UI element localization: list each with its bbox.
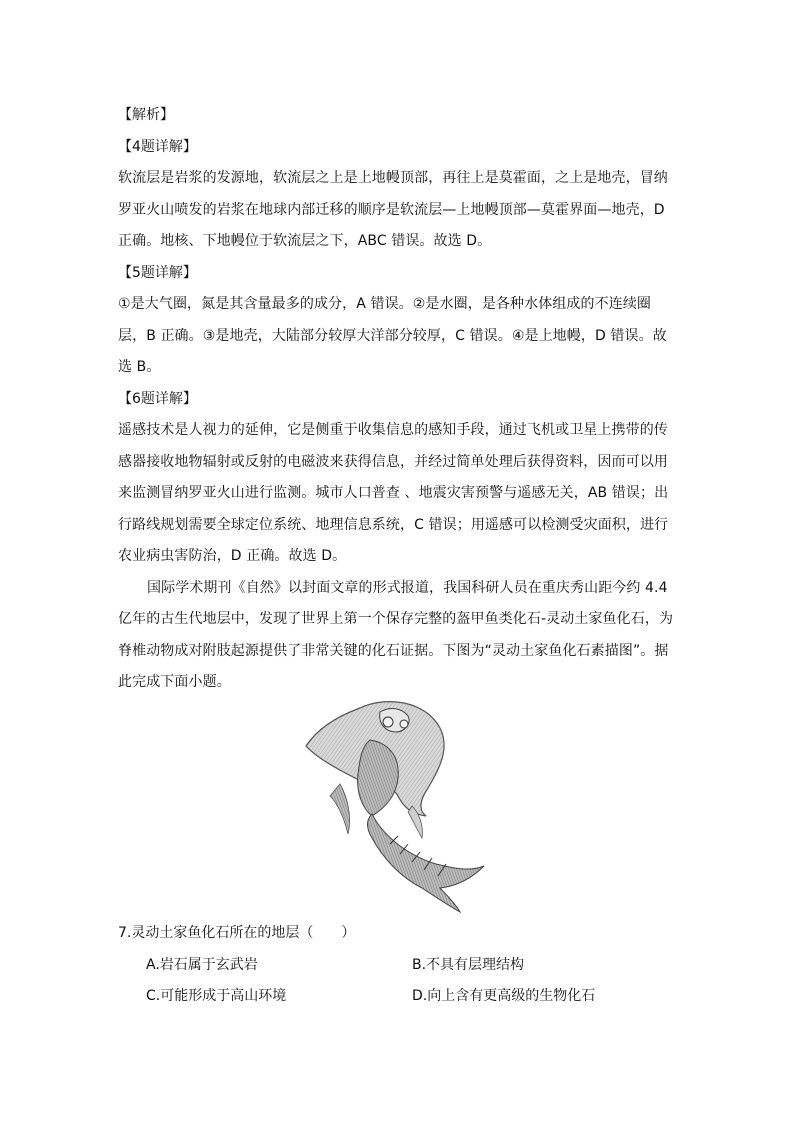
q6-title: 【6题详解】 [118,390,197,407]
q6-line: 来监测冒纳罗亚火山进行监测。城市人口普查 、地震灾害预警与遥感无关，AB 错误；出 [118,485,669,501]
q5-line: 选 B。 [118,359,161,375]
q4-line: 软流层是岩浆的发源地，软流层之上是上地幔顶部，再往上是莫霍面，之上是地壳，冒纳 [118,170,668,186]
option-d: D.向上含有更高级的生物化石 [412,988,596,1004]
q4-title: 【4题详解】 [118,138,197,155]
q4-line: 正确。地核、下地幔位于软流层之下，ABC 错误。故选 D。 [118,233,492,249]
option-c: C.可能形成于高山环境 [146,988,287,1004]
analysis-header: 【解析】 [118,107,174,123]
q6-line: 行路线规划需要全球定位系统、地理信息系统，C 错误；用遥感可以检测受灾面积，进行 [118,516,669,533]
material-line: 脊椎动物成对附肢起源提供了非常关键的化石证据。下图为“灵动土家鱼化石素描图”。据 [118,642,669,659]
q4-line: 罗亚火山喷发的岩浆在地球内部迁移的顺序是软流层—上地幔顶部—莫霍界面—地壳，D [118,201,665,218]
q6-line: 农业病虫害防治，D 正确。故选 D。 [118,548,347,564]
material-line: 亿年的古生代地层中，发现了世界上第一个保存完整的盔甲鱼类化石-灵动土家鱼化石，为 [118,611,674,627]
material-line: 此完成下面小题。 [118,674,231,690]
q6-line: 遥感技术是人视力的延伸，它是侧重于收集信息的感知手段，通过飞机或卫星上携带的传 [118,422,668,438]
options-group [118,952,678,1012]
material-line: 国际学术期刊《自然》以封面文章的形式报道，我国科研人员在重庆秀山距今约 4.4 [147,579,668,596]
question-stem: 7.灵动土家鱼化石所在的地层（ ） [118,925,356,941]
q5-title: 【5题详解】 [118,264,197,281]
option-b: B.不具有层理结构 [412,957,525,973]
option-a: A.岩石属于玄武岩 [146,957,258,973]
question-7 [118,920,678,1012]
q5-line: 层，B 正确。③是地壳，大陆部分较厚大洋部分较厚，C 错误。④是上地幔，D 错误。故 [118,327,667,344]
fossil-sketch-icon [300,688,492,914]
analysis-section [118,100,678,699]
q5-line: ①是大气圈，氮是其含量最多的成分，A 错误。②是水圈，是各种水体组成的不连续圈 [118,296,652,312]
q6-line: 感器接收地物辐射或反射的电磁波来获得信息，并经过简单处理后获得资料，因而可以用 [118,453,668,470]
